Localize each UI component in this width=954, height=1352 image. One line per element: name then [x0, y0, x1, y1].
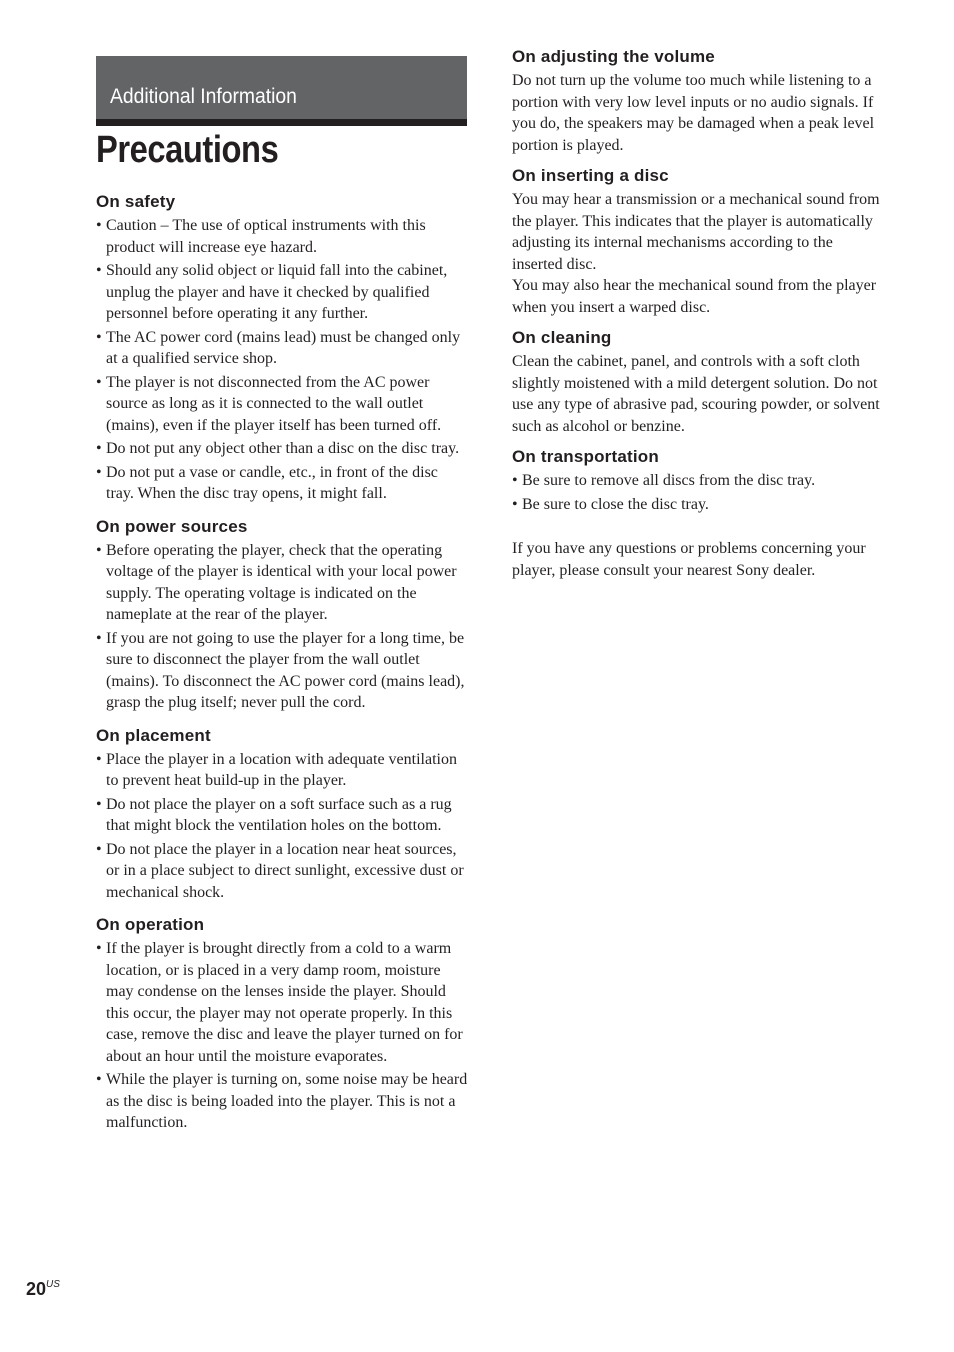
- list-item: • Do not put any object other than a disc on the disc tray.: [96, 438, 468, 460]
- section-heading: On inserting a disc: [512, 166, 669, 185]
- bullet-list: [96, 938, 468, 1134]
- list-item: • If the player is brought directly from a cold to a warm location, or is placed in a very damp room, moisture may condense on the lenses inside the player. Should this occur, the player may not operate properly. In this case, remove the disc and leave the player turned on for about an hour until the moisture evaporates.: [96, 938, 468, 1067]
- page-title: Precautions: [96, 129, 279, 171]
- list-item: • The AC power cord (mains lead) must be changed only at a qualified service shop.: [96, 327, 468, 370]
- section-on-transportation: [512, 447, 884, 515]
- section-on-cleaning: [512, 328, 884, 437]
- section-heading: On safety: [96, 192, 176, 211]
- section-heading: On placement: [96, 725, 211, 745]
- section-heading: On transportation: [512, 447, 659, 466]
- section-banner-label: Additional Information: [110, 85, 297, 108]
- bullet-list: [96, 540, 468, 714]
- section-heading: On cleaning: [512, 328, 612, 347]
- list-item: • Do not put a vase or candle, etc., in front of the disc tray. When the disc tray opens, it might fall.: [96, 462, 468, 505]
- list-item: • Do not place the player on a soft surface such as a rug that might block the ventilation holes on the bottom.: [96, 794, 468, 837]
- list-item: • Be sure to close the disc tray.: [512, 494, 884, 516]
- spacer: [96, 905, 468, 915]
- section-on-inserting-disc: [512, 166, 884, 318]
- paragraph: You may hear a transmission or a mechanical sound from the player. This indicates that the player is automatically adjusting its internal mechanisms according to the inserted disc.: [512, 191, 880, 273]
- section-heading: On adjusting the volume: [512, 47, 715, 66]
- left-column: [96, 192, 468, 1136]
- list-item: • Do not place the player in a location near heat sources, or in a place subject to direct sunlight, excessive dust or mechanical shock.: [96, 839, 468, 904]
- list-item: • Place the player in a location with adequate ventilation to prevent heat build-up in the player.: [96, 749, 468, 792]
- section-on-power-sources: [96, 517, 468, 714]
- spacer: [512, 318, 884, 328]
- bullet-list: [96, 749, 468, 904]
- banner-rule: [96, 119, 467, 126]
- bullet-list: [96, 215, 468, 505]
- spacer: [512, 156, 884, 166]
- list-item: • The player is not disconnected from the AC power source as long as it is connected to the wall outlet (mains), even if the player itself has been turned off.: [96, 372, 468, 437]
- closing-paragraph: If you have any questions or problems concerning your player, please consult your nearest Sony dealer.: [512, 540, 866, 579]
- page-number-suffix: US: [46, 1279, 60, 1290]
- list-item: • If you are not going to use the player for a long time, be sure to disconnect the player from the wall outlet (mains). To disconnect the AC power cord (mains lead), grasp the plug itself; never pull the cord.: [96, 628, 468, 714]
- section-heading: On power sources: [96, 516, 248, 536]
- bullet-list: [512, 470, 884, 515]
- spacer: [96, 716, 468, 726]
- section-on-adjusting-volume: [512, 47, 884, 156]
- spacer: [96, 507, 468, 517]
- section-on-safety: [96, 192, 468, 505]
- page-number-value: 20: [26, 1279, 47, 1299]
- list-item: • Caution – The use of optical instruments with this product will increase eye hazard.: [96, 215, 468, 258]
- section-heading: On operation: [96, 915, 205, 934]
- right-column: [512, 47, 884, 581]
- section-banner: [96, 56, 467, 119]
- paragraph: Clean the cabinet, panel, and controls with a soft cloth slightly moistened with a mild detergent solution. Do not use any type of abrasive pad, scouring powder, or solvent such as alcohol or benzine.: [512, 353, 880, 435]
- section-on-operation: [96, 915, 468, 1134]
- list-item: • Should any solid object or liquid fall into the cabinet, unplug the player and have it checked by qualified personnel before operating it any further.: [96, 260, 468, 325]
- spacer: [512, 517, 884, 538]
- paragraph: You may also hear the mechanical sound from the player when you insert a warped disc.: [512, 277, 877, 316]
- spacer: [512, 437, 884, 447]
- list-item: • Before operating the player, check that the operating voltage of the player is identical with your local power supply. The operating voltage is indicated on the nameplate at the rear of the player.: [96, 540, 468, 626]
- list-item: • Be sure to remove all discs from the disc tray.: [512, 470, 884, 492]
- paragraph: Do not turn up the volume too much while listening to a portion with very low level inputs or no audio signals. If you do, the speakers may be damaged when a peak level portion is played.: [512, 72, 875, 154]
- list-item: • While the player is turning on, some noise may be heard as the disc is being loaded into the player. This is not a malfunction.: [96, 1069, 468, 1134]
- section-on-placement: [96, 726, 468, 904]
- page-number: [26, 1279, 60, 1300]
